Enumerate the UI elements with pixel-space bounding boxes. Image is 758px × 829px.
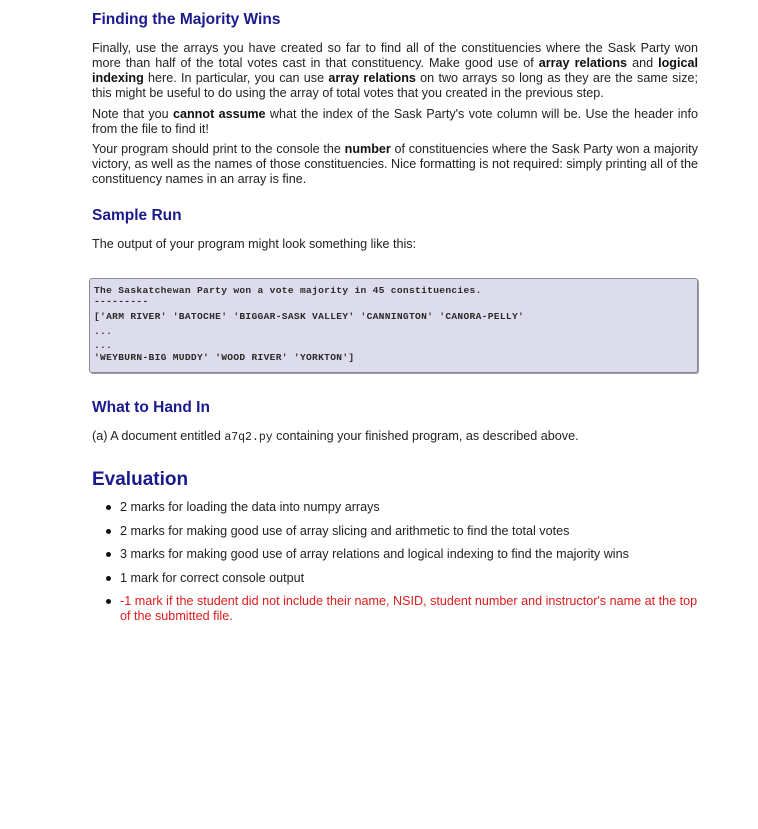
bullet-icon — [106, 599, 111, 604]
code-line: 'WEYBURN-BIG MUDDY' 'WOOD RIVER' 'YORKTON'] — [94, 352, 355, 363]
heading-sample-run: Sample Run — [92, 207, 182, 224]
paragraph-majority-instructions: Finally, use the arrays you have created so far to find all of the constituencies where the Sask Party won more than half of the total votes cast in that constituency. Make good use of array relations and logical indexing here. In particular, you can use array relations on two arrays so long as they are the same size; this might be useful to do using the array of total votes that you created in the previous step. — [92, 41, 699, 100]
evaluation-item-text: -1 mark if the student did not include their name, NSID, student number and instructor's name at the top of the submitted file. — [120, 594, 698, 624]
paragraph-index-note: Note that you cannot assume what the index of the Sask Party's vote column will be. Use the header info from the file to find it! — [92, 107, 698, 136]
evaluation-item-text: 1 mark for correct console output — [120, 570, 305, 585]
evaluation-item — [106, 524, 706, 539]
paragraph-console-output: Your program should print to the console the number of constituencies where the Sask Party won a majority victory, as well as the names of those constituencies. Nice formatting is not required: simply printing all of the constituency names in an array is fine. — [92, 142, 698, 186]
evaluation-item — [106, 500, 706, 515]
code-line: --------- — [94, 296, 149, 307]
code-output-block — [89, 278, 698, 373]
heading-evaluation: Evaluation — [92, 469, 189, 490]
code-line: The Saskatchewan Party won a vote majority in 45 constituencies. — [94, 285, 482, 296]
code-line: ['ARM RIVER' 'BATOCHE' 'BIGGAR-SASK VALLEY' 'CANNINGTON' 'CANORA-PELLY' — [94, 311, 525, 322]
hand-in-filename: a7q2.py — [224, 431, 273, 444]
evaluation-item — [106, 571, 706, 586]
evaluation-list — [106, 500, 706, 633]
bullet-icon — [106, 529, 111, 534]
hand-in-item — [92, 429, 698, 445]
evaluation-item — [106, 547, 706, 562]
hand-in-item-label: (a) — [92, 429, 108, 443]
hand-in-item-text: A document entitled — [110, 429, 225, 443]
hand-in-item-text-end: containing your finished program, as described above. — [272, 429, 579, 443]
bullet-icon — [106, 576, 111, 581]
evaluation-item-text: 3 marks for making good use of array relations and logical indexing to find the majority wins — [120, 547, 629, 562]
sample-run-intro: The output of your program might look something like this: — [92, 237, 417, 251]
heading-hand-in: What to Hand In — [92, 399, 210, 416]
evaluation-item-penalty — [106, 594, 706, 624]
code-line: ... — [94, 340, 113, 351]
code-line: ... — [94, 326, 113, 337]
heading-majority-wins: Finding the Majority Wins — [92, 11, 281, 28]
bullet-icon — [106, 505, 111, 510]
evaluation-item-text: 2 marks for loading the data into numpy arrays — [120, 500, 380, 514]
bullet-icon — [106, 552, 111, 557]
evaluation-item-text: 2 marks for making good use of array slicing and arithmetic to find the total votes — [120, 523, 570, 538]
